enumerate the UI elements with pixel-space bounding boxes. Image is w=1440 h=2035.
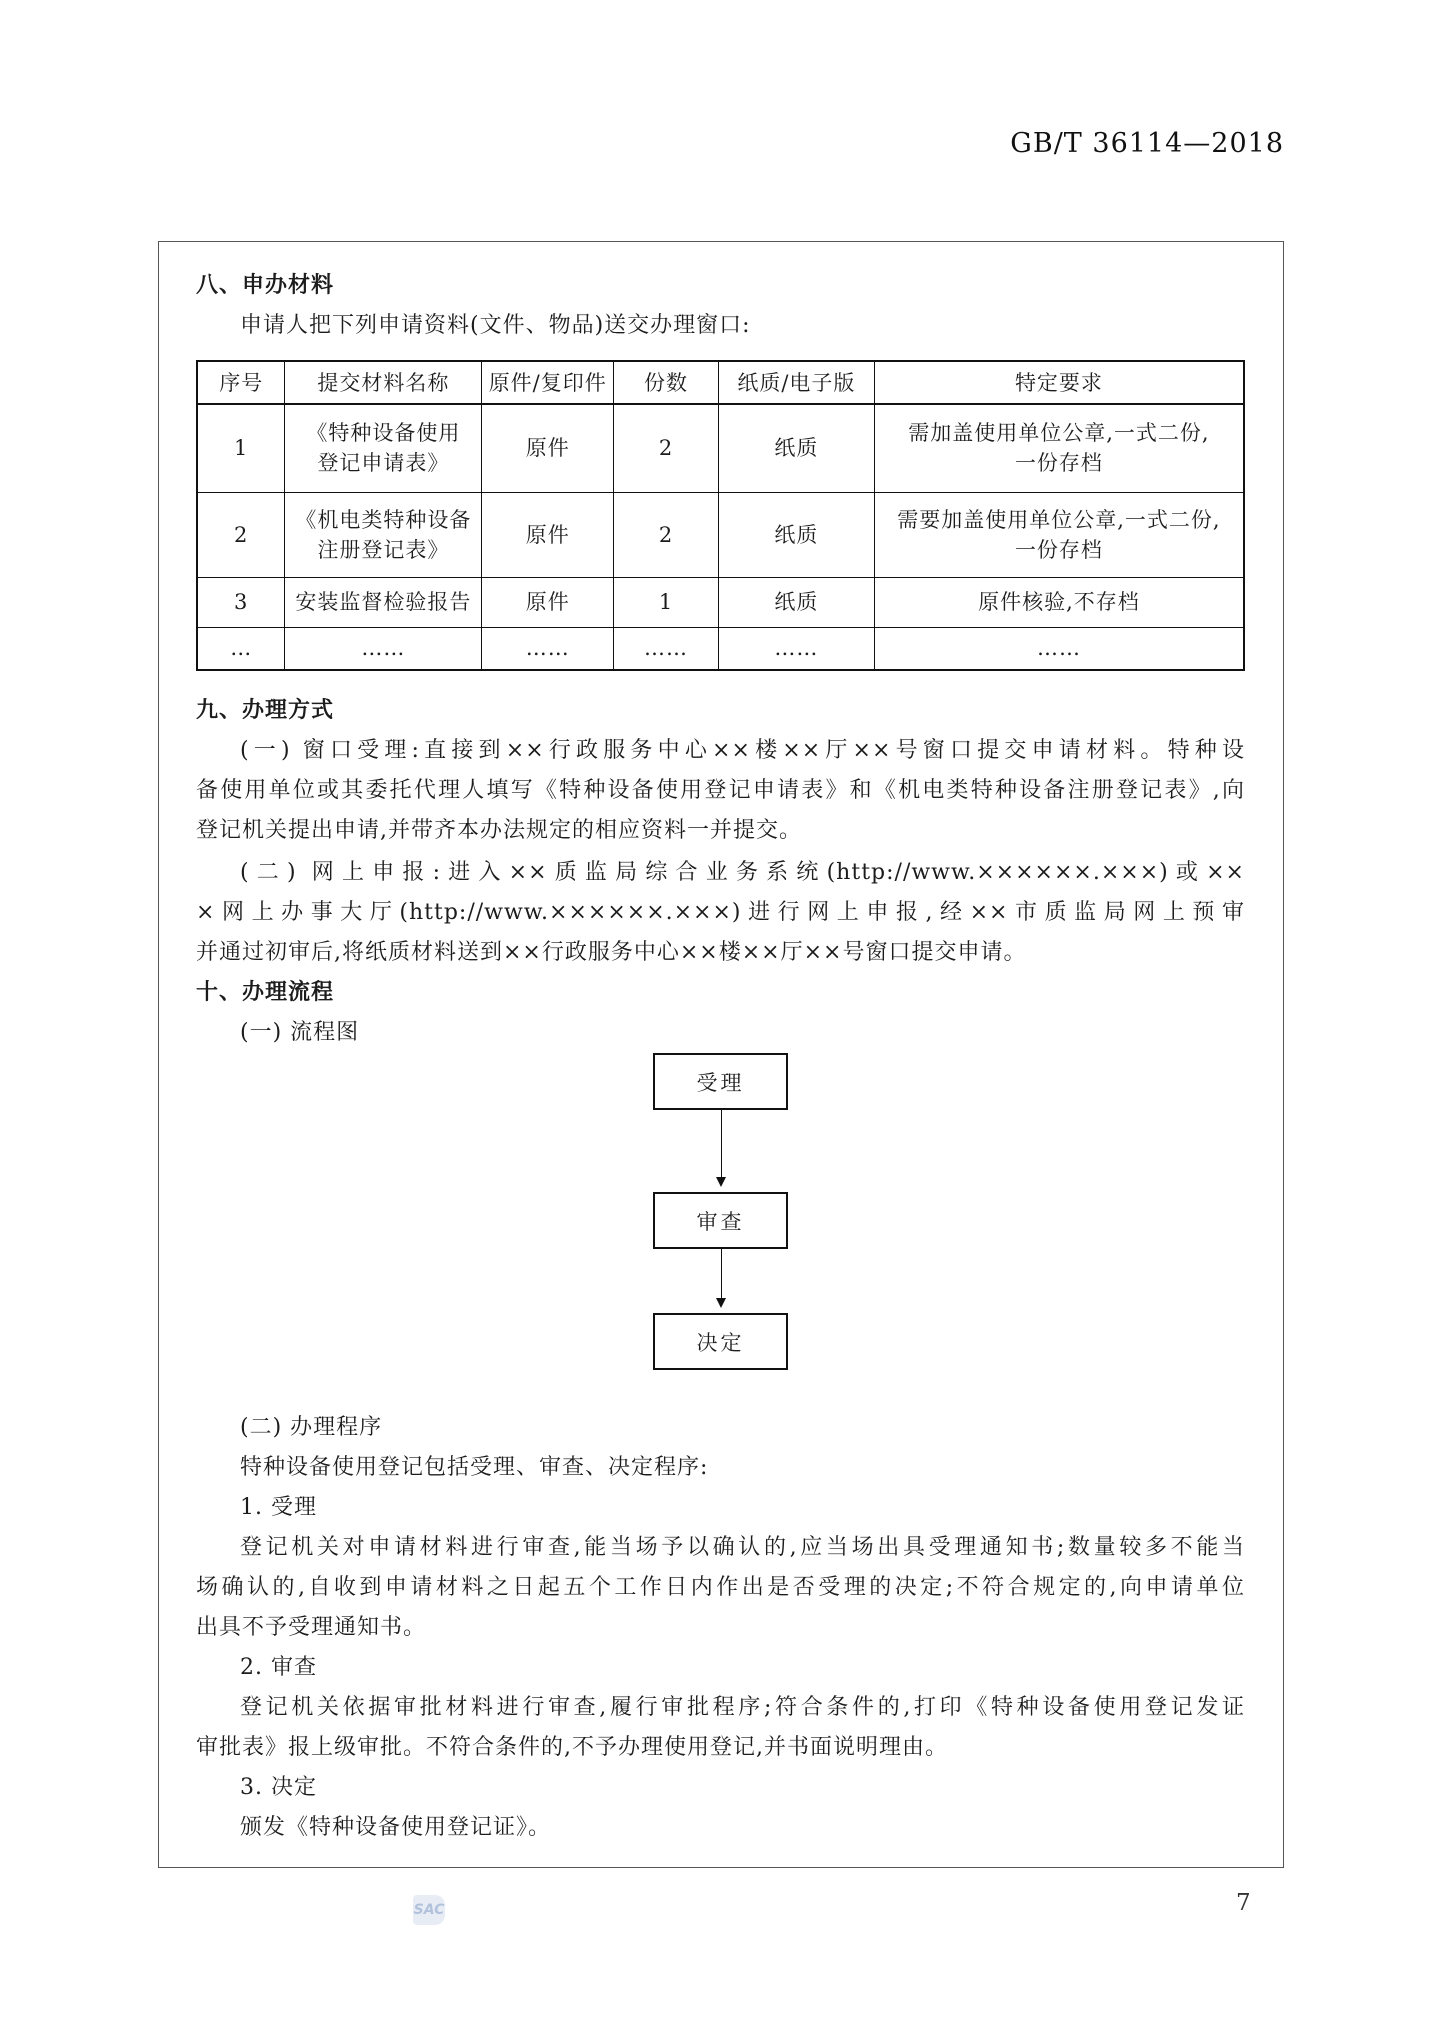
table-cell: 《特种设备使用 登记申请表》 <box>285 404 482 492</box>
text-line: 场确认的,自收到申请材料之日起五个工作日内作出是否受理的决定;不符合规定的,向申请单位 <box>196 1575 1245 1600</box>
table-cell: … <box>197 627 285 670</box>
table-row <box>197 627 1244 670</box>
flow-step-box: 受理 <box>653 1053 788 1110</box>
text-line: 并通过初审后,将纸质材料送到××行政服务中心××楼××厅××号窗口提交申请。 <box>196 940 1027 965</box>
table-row <box>197 577 1244 627</box>
section-10-heading: 十、办理流程 <box>196 980 335 1005</box>
doc-number: GB/T 36114—2018 <box>1010 128 1284 159</box>
table-cell: …… <box>285 627 482 670</box>
step-1-paragraph <box>196 1528 1245 1648</box>
step-3-label: 3. 决定 <box>240 1775 317 1800</box>
table-cell: 2 <box>614 404 719 492</box>
step-1-label: 1. 受理 <box>240 1495 317 1520</box>
text-line: ×网上办事大厅(http://www.××××××.×××)进行网上申报,经××市质监局网上预审 <box>196 900 1245 925</box>
table-cell: 1 <box>614 577 719 627</box>
table-cell: 原件核验,不存档 <box>874 577 1244 627</box>
text-line: 备使用单位或其委托代理人填写《特种设备使用登记申请表》和《机电类特种设备注册登记表》,向 <box>196 778 1245 803</box>
step-2-paragraph <box>196 1688 1245 1768</box>
procedure-label: (二) 办理程序 <box>240 1415 383 1440</box>
procedure-intro: 特种设备使用登记包括受理、审查、决定程序: <box>240 1455 709 1480</box>
content-box <box>158 241 1284 1868</box>
text-line: 登记机关提出申请,并带齐本办法规定的相应资料一并提交。 <box>196 818 802 843</box>
flow-arrow-down <box>713 1110 729 1192</box>
table-row <box>197 492 1244 577</box>
table-cell: 原件 <box>482 577 614 627</box>
table-cell: 原件 <box>482 492 614 577</box>
text-line: (一) 窗口受理:直接到××行政服务中心××楼××厅××号窗口提交申请材料。特种设 <box>240 738 1245 763</box>
table-cell: 3 <box>197 577 285 627</box>
flowchart-label: (一) 流程图 <box>240 1020 360 1045</box>
sac-logo: SAC <box>413 1895 445 1925</box>
materials-table <box>196 360 1245 671</box>
table-cell: 2 <box>197 492 285 577</box>
text-line: 出具不予受理通知书。 <box>196 1615 427 1640</box>
text-line: 审批表》报上级审批。不符合条件的,不予办理使用登记,并书面说明理由。 <box>196 1735 948 1760</box>
table-cell: 安装监督检验报告 <box>285 577 482 627</box>
table-cell: 纸质 <box>718 492 874 577</box>
section-8-intro: 申请人把下列申请资料(文件、物品)送交办理窗口: <box>240 313 751 338</box>
flow-step-box: 决定 <box>653 1313 788 1370</box>
table-cell: 2 <box>614 492 719 577</box>
para-online-application <box>196 853 1245 973</box>
flow-arrow-down <box>713 1249 729 1313</box>
table-cell: 原件 <box>482 404 614 492</box>
table-cell: …… <box>874 627 1244 670</box>
table-row <box>197 404 1244 492</box>
text-line: 登记机关对申请材料进行审查,能当场予以确认的,应当场出具受理通知书;数量较多不能当 <box>240 1535 1245 1560</box>
column-header: 份数 <box>614 361 719 404</box>
materials-table-body <box>197 404 1244 670</box>
para-window-acceptance <box>196 731 1245 851</box>
table-cell: 需加盖使用单位公章,一式二份, 一份存档 <box>874 404 1244 492</box>
column-header: 原件/复印件 <box>482 361 614 404</box>
column-header: 特定要求 <box>874 361 1244 404</box>
column-header: 纸质/电子版 <box>718 361 874 404</box>
table-cell: 纸质 <box>718 577 874 627</box>
table-cell: …… <box>718 627 874 670</box>
column-header: 提交材料名称 <box>285 361 482 404</box>
step-2-label: 2. 审查 <box>240 1655 317 1680</box>
step-3-text: 颁发《特种设备使用登记证》。 <box>240 1815 552 1840</box>
flowchart <box>196 1053 1245 1370</box>
table-cell: 《机电类特种设备 注册登记表》 <box>285 492 482 577</box>
page-number: 7 <box>1236 1890 1251 1916</box>
materials-table-header-row <box>197 361 1244 404</box>
text-line: 登记机关依据审批材料进行审查,履行审批程序;符合条件的,打印《特种设备使用登记发证 <box>240 1695 1245 1720</box>
section-8-heading: 八、申办材料 <box>196 273 335 298</box>
table-cell: 需要加盖使用单位公章,一式二份, 一份存档 <box>874 492 1244 577</box>
table-cell: 纸质 <box>718 404 874 492</box>
section-9-heading: 九、办理方式 <box>196 698 335 723</box>
table-cell: 1 <box>197 404 285 492</box>
table-cell: …… <box>614 627 719 670</box>
text-line: (二) 网上申报:进入××质监局综合业务系统(http://www.××××××.×××)或×× <box>240 860 1245 885</box>
flow-step-box: 审查 <box>653 1192 788 1249</box>
table-cell: …… <box>482 627 614 670</box>
column-header: 序号 <box>197 361 285 404</box>
